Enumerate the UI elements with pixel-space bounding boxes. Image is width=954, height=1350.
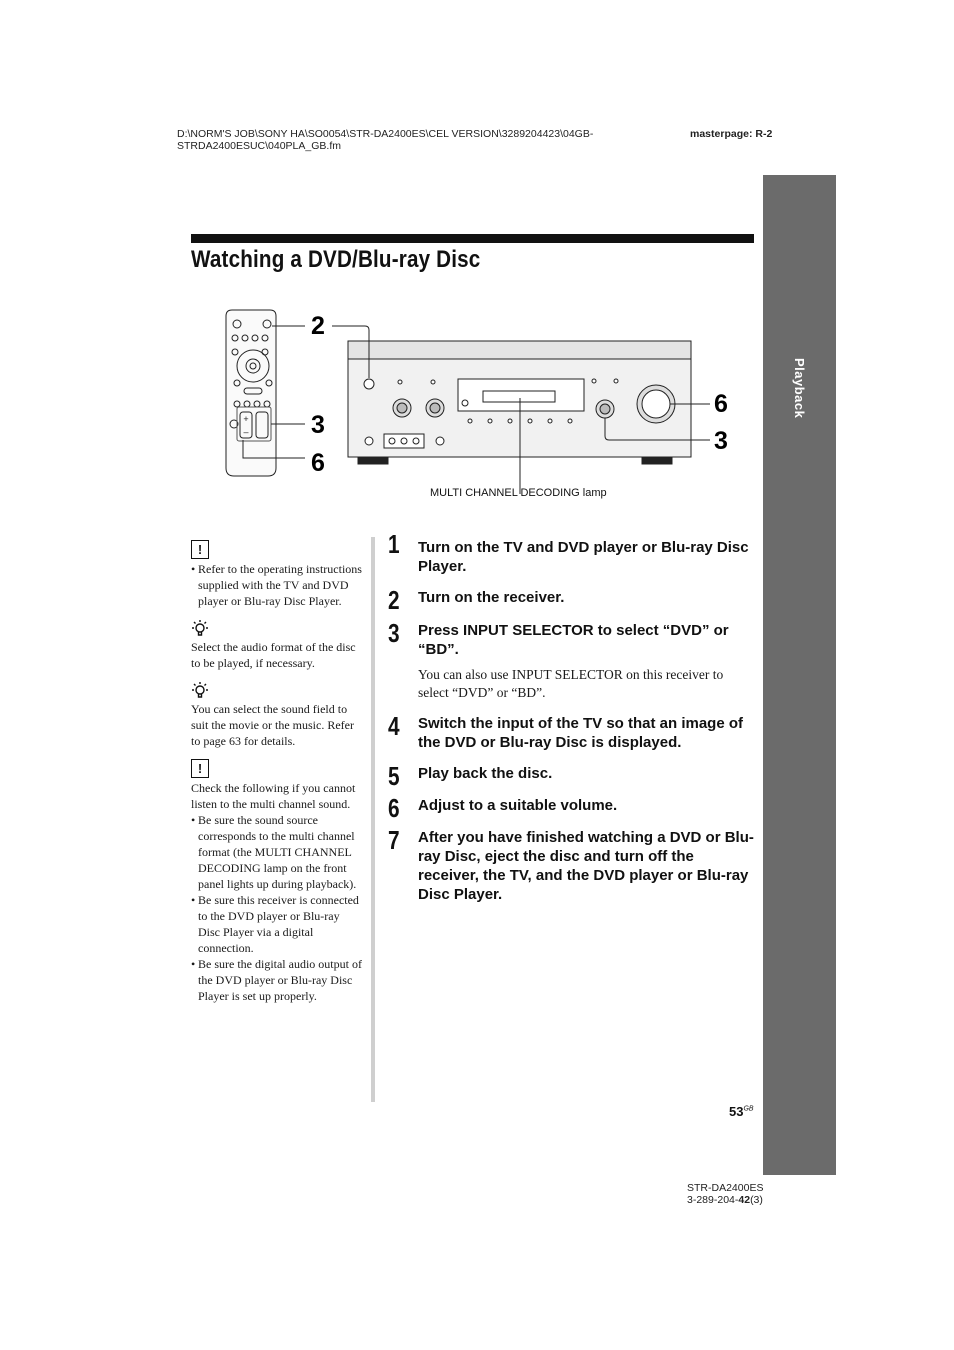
step-number: 4 [388,711,400,741]
step-number: 2 [388,585,400,615]
callout-remote-mid: 3 [311,411,325,439]
step-subtext: You can also use INPUT SELECTOR on this receiver to select “DVD” or “BD”. [418,667,724,700]
step-text: Adjust to a suitable volume. [418,797,618,814]
note-1-list [191,561,363,609]
footer [687,1182,763,1206]
notes-column [191,540,363,1014]
title-rule [191,234,754,243]
note-block-2 [191,759,363,1004]
step-2 [388,585,756,615]
step-text: Turn on the receiver. [418,589,565,606]
callout-receiver-bot: 3 [714,427,728,455]
remote-receiver-illustration [220,308,740,508]
footer-code-bold: 42 [738,1194,751,1206]
step-text: Switch the input of the TV so that an image of the DVD or Blu-ray Disc is displayed. [418,715,744,751]
list-item: • Be sure this receiver is connected to the DVD player or Blu-ray Disc Player via a digital connection. [191,892,363,956]
lightbulb-icon [191,619,209,637]
page-number-value: 53 [729,1104,744,1119]
note-2-intro: Check the following if you cannot listen to the multi channel sound. [191,781,356,811]
list-item: • Refer to the operating instructions supplied with the TV and DVD player or Blu-ray Disc Player. [191,561,363,609]
lamp-caption: MULTI CHANNEL DECODING lamp [430,487,607,499]
column-divider [371,537,375,1102]
step-4 [388,711,756,752]
header-masterpage: masterpage: R-2 [690,128,773,140]
tip-1-text: Select the audio format of the disc to be played, if necessary. [191,640,356,670]
note-exclamation-icon: ! [191,759,209,778]
step-text: After you have finished watching a DVD or Blu-ray Disc, eject the disc and turn off the receiver, the TV, and the DVD player or Blu-ray Disc Player. [418,829,754,903]
step-number: 6 [388,793,400,823]
step-number: 1 [388,529,400,559]
page-number [729,1104,754,1119]
list-item: • Be sure the digital audio output of the DVD player or Blu-ray Disc Player is set up properly. [191,956,363,1004]
callout-remote-top: 2 [311,312,325,340]
step-number: 7 [388,825,400,855]
tip-block-2 [191,681,363,749]
footer-code [687,1194,763,1206]
page-number-suffix: GB [743,1105,754,1113]
side-tab-label: Playback [792,357,807,419]
svg-text:–: – [243,427,249,437]
step-7 [388,825,756,904]
step-1 [388,529,756,576]
step-text: Press INPUT SELECTOR to select “DVD” or “BD”. [418,622,729,658]
step-3 [388,618,756,702]
remote-control-drawing [226,310,276,476]
svg-text:+: + [243,414,249,424]
step-number: 3 [388,618,400,648]
note-2-list [191,812,363,1004]
tip-block-1 [191,619,363,671]
step-text: Play back the disc. [418,765,553,782]
step-number: 5 [388,761,400,791]
step-6 [388,793,756,823]
footer-code-prefix: 3-289-204- [687,1194,739,1206]
note-exclamation-icon: ! [191,540,209,559]
lightbulb-icon [191,681,209,699]
header-file-path: D:\NORM'S JOB\SONY HA\SO0054\STR-DA2400ES\CEL VERSION\3289204423\04GB-STRDA2400ESUC\040PLA_GB.fm [177,128,594,152]
list-item: • Be sure the sound source corresponds to the multi channel format (the MULTI CHANNEL DECODING lamp on the front panel lights up during playback). [191,812,363,892]
page-title: Watching a DVD/Blu-ray Disc [191,246,481,273]
footer-code-suffix: (3) [750,1194,763,1206]
footer-model: STR-DA2400ES [687,1182,764,1194]
callout-receiver-top: 6 [714,390,728,418]
note-block-1 [191,540,363,609]
step-5 [388,761,756,791]
callout-remote-bot: 6 [311,449,325,477]
step-text: Turn on the TV and DVD player or Blu-ray Disc Player. [418,539,749,575]
steps-column [388,529,756,904]
tip-2-text: You can select the sound field to suit the movie or the music. Refer to page 63 for details. [191,702,354,748]
side-tab [763,175,836,1175]
